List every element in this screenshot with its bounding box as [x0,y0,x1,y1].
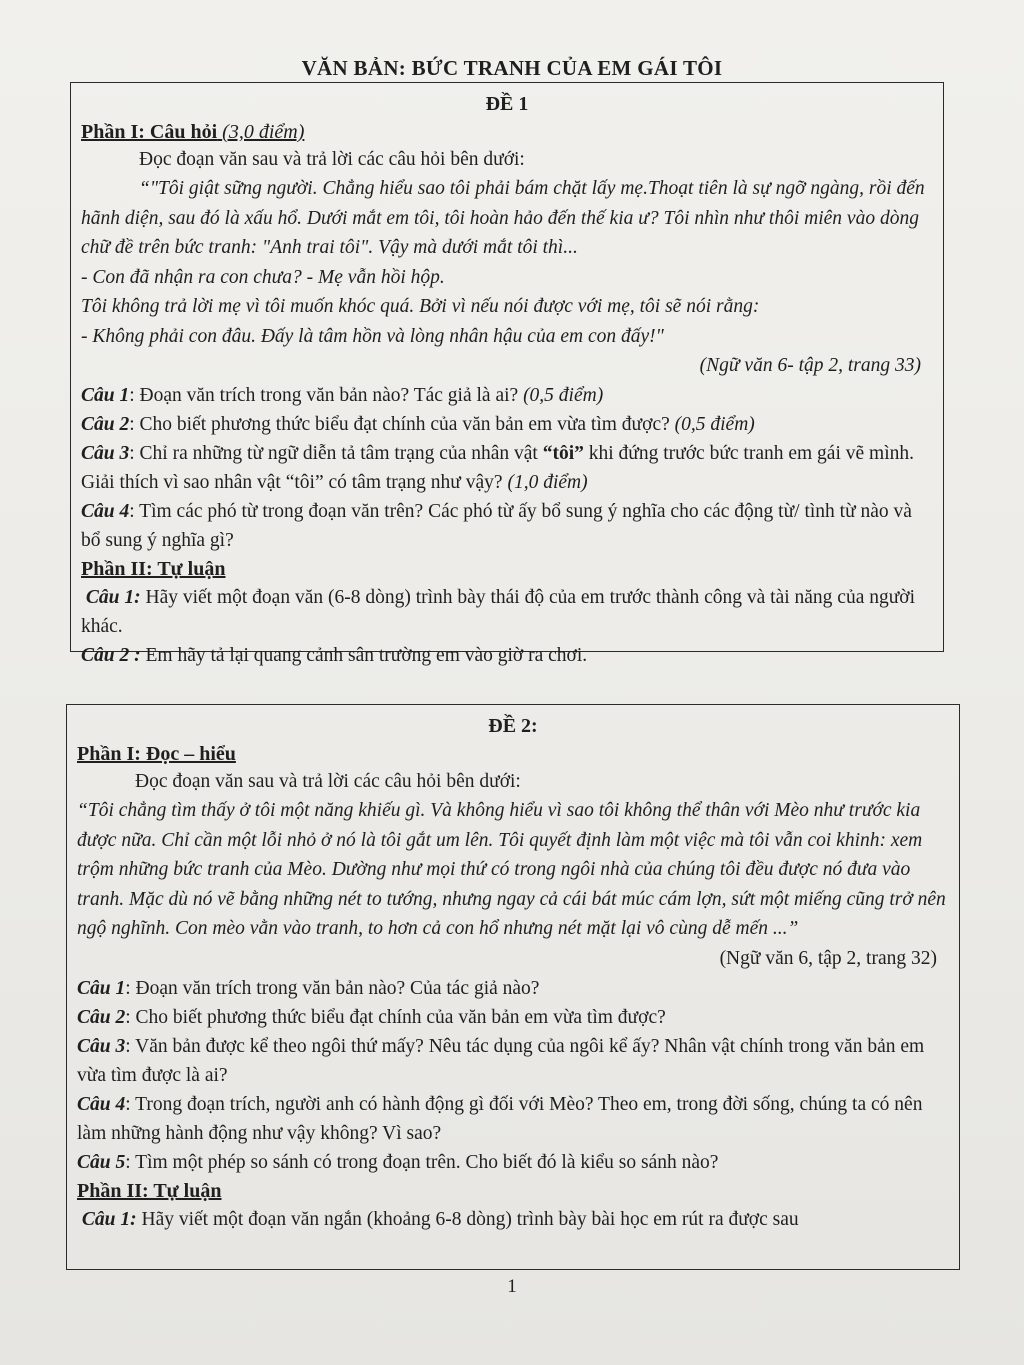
de-1-passage-paragraph: - Không phải con đâu. Đấy là tâm hồn và lòng nhân hậu của em con đấy!" [81,325,664,347]
exam-box-de-1 [70,82,944,666]
essay-label: Câu 1: [81,1208,137,1230]
question-label: Câu 3 [77,1035,126,1057]
question-points: (1,0 điểm) [507,472,588,493]
de-2-instruction: Đọc đoạn văn sau và trả lời các câu hỏi bên dưới: [135,771,521,792]
question-label: Câu 1 [81,385,130,406]
question-points: (0,5 điểm) [523,385,604,406]
de-2-question-3 [77,1032,949,1090]
de-1-passage-paragraph: - Con đã nhận ra con chưa? - Mẹ vẫn hồi hộp. [81,266,445,288]
de-1-question-2 [81,410,933,439]
question-text: : Cho biết phương thức biểu đạt chính của văn bản em vừa tìm được? [129,414,675,435]
essay-label: Câu 2 : [81,645,141,666]
de-2-question-4 [77,1090,949,1148]
de-1-question-1 [81,381,933,410]
question-points: (0,5 điểm) [674,414,755,435]
de-2-passage-paragraph: “Tôi chẳng tìm thấy ở tôi một năng khiếu gì. Và không hiểu vì sao tôi không thể thân với Mèo như trước kia được nữa. Chỉ cần một lỗi nhỏ ở nó là tôi gắt um lên. Tôi quyết định làm một việc mà tôi vẫn coi khinh: xem trộm những bức tranh của Mèo. Dường như mọi thứ có trong ngôi nhà của chúng tôi đều được nó đưa vào tranh. Mặc dù nó vẽ bằng những nét to tướng, nhưng ngay cả cái bát múc cám lợn, sứt một miếng cũng trở nên ngộ nghĩnh. Con mèo vằn vào tranh, to hơn cả con hổ nhưng nét mặt lại vô cùng dễ mến ...” [77,800,946,939]
de-2-question-5 [77,1148,949,1177]
de-1-source: (Ngữ văn 6- tập 2, trang 33) [699,355,921,376]
question-emphasis: “tôi” [542,443,584,464]
de-2-part-2-heading: Phần II: Tự luận [77,1179,222,1202]
document-title: VĂN BẢN: BỨC TRANH CỦA EM GÁI TÔI [301,56,723,80]
essay-text: Hãy viết một đoạn văn (6-8 dòng) trình bày thái độ của em trước thành công và tài năng của người khác. [81,587,916,637]
question-label: Câu 4 [77,1093,126,1115]
page-number: 1 [507,1276,517,1297]
question-label: Câu 3 [81,443,130,464]
question-label: Câu 1 [77,977,126,999]
question-text: : Tìm các phó từ trong đoạn văn trên? Các phó từ ấy bổ sung ý nghĩa cho các động từ/ tình từ nào và bổ sung ý nghĩa gì? [81,501,912,551]
de-2-title: ĐỀ 2: [488,715,538,737]
de-1-instruction: Đọc đoạn văn sau và trả lời các câu hỏi bên dưới: [139,149,525,170]
question-text: : Tìm một phép so sánh có trong đoạn trên. Cho biết đó là kiểu so sánh nào? [125,1151,719,1173]
question-text: : Văn bản được kể theo ngôi thứ mấy? Nêu tác dụng của ngôi kể ấy? Nhân vật chính trong văn bản em vừa tìm được là ai? [77,1035,925,1086]
de-1-part-1-label: Phần I: Câu hỏi [81,121,218,143]
de-1-passage-paragraph: “"Tôi giật sững người. Chẳng hiểu sao tôi phải bám chặt lấy mẹ.Thoạt tiên là sự ngỡ ngàng, rồi đến hãnh diện, sau đó là xấu hổ. Dưới mắt em tôi, tôi hoàn hảo đến thế kia ư? Tôi nhìn như thôi miên vào dòng chữ đề trên bức tranh: "Anh trai tôi". Vậy mà dưới mắt tôi thì... [81,178,925,258]
question-text: : Đoạn văn trích trong văn bản nào? Tác giả là ai? [129,385,524,406]
question-label: Câu 2 [77,1006,126,1028]
exam-box-de-2 [66,704,960,1270]
essay-text: Em hãy tả lại quang cảnh sân trường em vào giờ ra chơi. [140,645,588,666]
de-1-passage [81,174,933,351]
essay-label: Câu 1: [85,587,141,608]
question-label: Câu 5 [77,1151,126,1173]
question-text: : Trong đoạn trích, người anh có hành động gì đối với Mèo? Theo em, trong đời sống, chúng ta có nên làm những hành động như vậy không? Vì sao? [77,1093,923,1144]
de-1-part-1-points: (3,0 điểm) [222,121,305,143]
question-text: : Cho biết phương thức biểu đạt chính của văn bản em vừa tìm được? [125,1006,666,1028]
de-2-passage [77,796,949,944]
de-2-essay-1 [77,1205,949,1234]
question-text: : Đoạn văn trích trong văn bản nào? Của tác giả nào? [125,977,540,999]
de-2-part-1-heading: Phần I: Đọc – hiểu [77,743,236,765]
de-1-passage-paragraph: Tôi không trả lời mẹ vì tôi muốn khóc quá. Bởi vì nếu nói được với mẹ, tôi sẽ nói rằng: [81,296,760,317]
de-2-source: (Ngữ văn 6, tập 2, trang 32) [719,947,937,969]
de-1-part-1-heading [81,118,933,146]
de-1-essay-1 [81,583,933,641]
question-text: khi đứng trước bức tranh em gái vẽ mình. Giải thích vì sao nhân vật “tôi” có tâm trạng như vậy? [81,443,915,493]
de-1-question-3 [81,439,933,497]
question-label: Câu 2 [81,414,130,435]
essay-text: Hãy viết một đoạn văn ngắn (khoảng 6-8 dòng) trình bày bài học em rút ra được sau [136,1208,799,1230]
de-1-question-4 [81,497,933,555]
question-label: Câu 4 [81,501,130,522]
de-2-question-1 [77,974,949,1003]
de-1-essay-2 [81,641,933,670]
question-text: : Chỉ ra những từ ngữ diễn tả tâm trạng của nhân vật [129,443,543,464]
de-2-question-2 [77,1003,949,1032]
de-1-part-2-heading: Phần II: Tự luận [81,558,226,580]
de-1-title: ĐỀ 1 [485,93,529,115]
